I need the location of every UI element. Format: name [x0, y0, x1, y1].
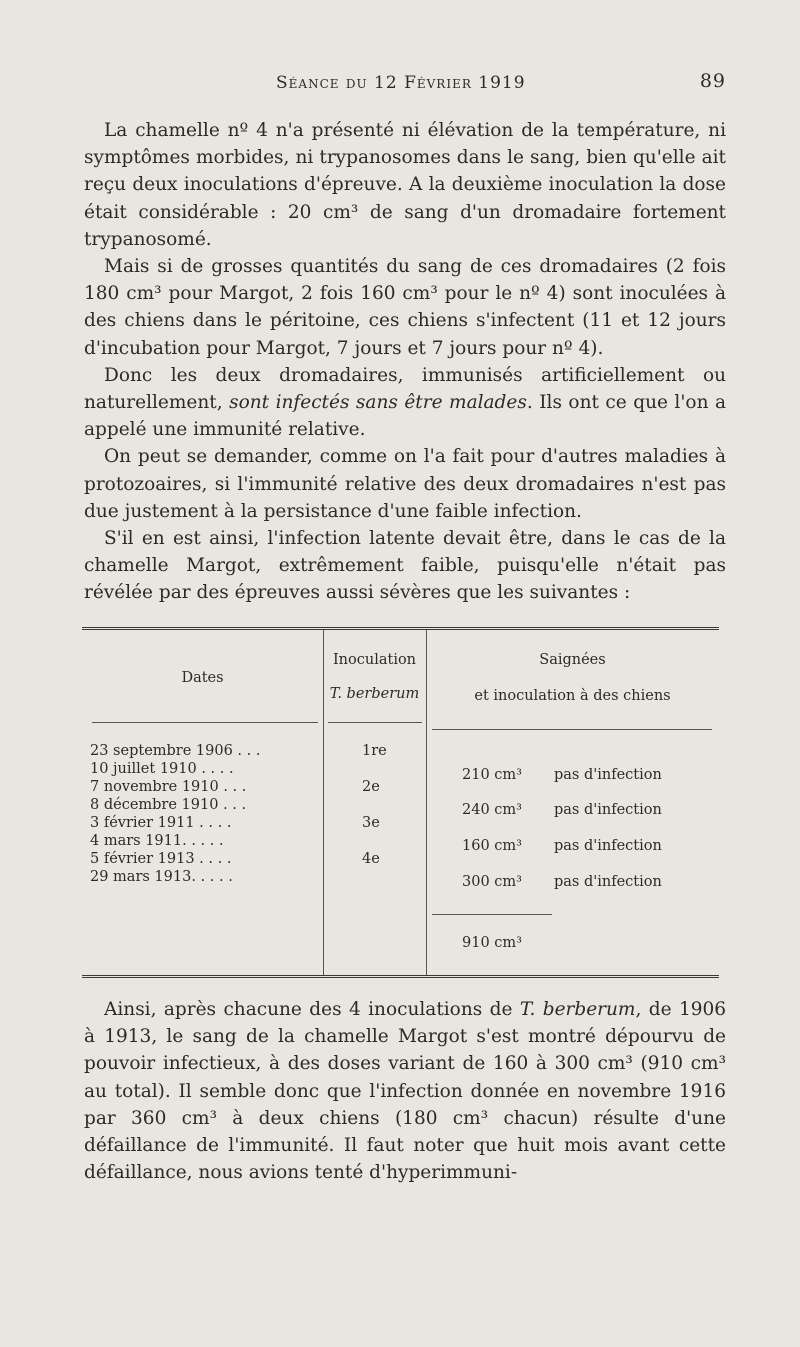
- table-date-cell: 5 février 1913 . . . .: [90, 851, 232, 867]
- table-date-cell: 3 février 1911 . . . .: [90, 815, 232, 831]
- table-volume-cell: 210 cm³: [462, 767, 522, 783]
- table-date-cell: 23 septembre 1906 . . .: [90, 743, 261, 759]
- paragraph-3-emphasis: sont infectés sans être malades: [229, 392, 527, 414]
- table-header-rule: [92, 722, 318, 723]
- paragraph-1: La chamelle nº 4 n'a présenté ni élévation de la température, ni symptômes morbides, ni trypanosomes dans le sang, bien qu'elle ait reçu deux inoculations d'épreuve. A la deuxième inoculation la dose était considérable : 20 cm³ de sang d'un dromadaire fortement trypanosomé.: [84, 120, 726, 250]
- table-volume-cell: 240 cm³: [462, 802, 522, 818]
- table-column-divider: [426, 630, 427, 975]
- table-header-rule: [432, 729, 712, 730]
- table-result-cell: pas d'infection: [554, 874, 662, 890]
- table-result-cell: pas d'infection: [554, 767, 662, 783]
- table-header-inoculation-dogs: et inoculation à des chiens: [474, 688, 671, 704]
- paragraph-2: Mais si de grosses quantités du sang de ces dromadaires (2 fois 180 cm³ pour Margot, 2 fois 160 cm³ pour le nº 4) sont inoculées à des chiens dans le péritoine, ces chiens s'infectent (11 et 12 jours d'incubation pour Margot, 7 jours et 7 jours pour nº 4).: [84, 256, 726, 359]
- table-total-rule: [432, 914, 552, 915]
- paragraph-6-part-b: , de 1906 à 1913, le sang de la chamelle Margot s'est montré dépourvu de pouvoir infectieux, à des doses variant de 160 à 300 cm³ (910 cm³ au total). Il semble donc que l'infection donnée en novembre 1916 par 360 cm³ à deux chiens (180 cm³ chacun) résulte d'une défaillance de l'immunité. Il faut noter que huit mois avant cette défaillance, nous avions tenté d'hyperimmuni-: [84, 999, 727, 1184]
- table-result-cell: pas d'infection: [554, 838, 662, 854]
- table-inoculation-cell: 1re: [362, 743, 387, 759]
- table-date-cell: 7 novembre 1910 . . .: [90, 779, 247, 795]
- table-header-dates: Dates: [181, 670, 224, 686]
- page-number: 89: [699, 70, 726, 92]
- paragraph-3-part-a: Donc les deux dromadaires, immunisés artificiellement ou naturellement,: [84, 364, 726, 414]
- table-column-divider: [323, 630, 324, 975]
- table-header-species: T. berberum: [329, 686, 420, 702]
- paragraph-6-part-a: Ainsi, après chacune des 4 inoculations de: [104, 999, 520, 1020]
- table-date-cell: 29 mars 1913. . . . .: [90, 869, 233, 885]
- paragraph-5: S'il en est ainsi, l'infection latente devait être, dans le cas de la chamelle Margot, extrêmement faible, puisqu'elle n'était pas révélée par des épreuves aussi sévères que les suivantes :: [84, 528, 726, 604]
- paragraph-3-part-b: . Ils ont ce que l'on a appelé une immunité relative.: [84, 392, 727, 441]
- table-header-saignees: Saignées: [539, 652, 606, 668]
- paragraph-4: On peut se demander, comme on l'a fait pour d'autres maladies à protozoaires, si l'immunité relative des deux dromadaires n'est pas due justement à la persistance d'une faible infection.: [84, 446, 726, 522]
- paragraph-6: [84, 996, 726, 1186]
- upper-text-block: [84, 117, 726, 607]
- table-inoculation-cell: 4e: [362, 851, 380, 867]
- lower-text-block: [84, 996, 726, 1186]
- paragraph-3: [84, 362, 726, 444]
- table-header-rule: [328, 722, 422, 723]
- paragraph-6-emphasis: T. berberum: [519, 999, 636, 1020]
- table-volume-cell: 300 cm³: [462, 874, 522, 890]
- running-title: Séance du 12 Février 1919: [276, 73, 526, 93]
- table-inoculation-cell: 2e: [362, 779, 380, 795]
- table-result-cell: pas d'infection: [554, 802, 662, 818]
- inoculation-table: [82, 627, 719, 978]
- table-date-cell: 10 juillet 1910 . . . .: [90, 761, 234, 777]
- table-header-inoculation: Inoculation: [332, 652, 417, 668]
- table-volume-cell: 160 cm³: [462, 838, 522, 854]
- table-date-cell: 8 décembre 1910 . . .: [90, 797, 247, 813]
- running-header: [84, 70, 726, 100]
- table-inoculation-cell: 3e: [362, 815, 380, 831]
- table-date-cell: 4 mars 1911. . . . .: [90, 833, 224, 849]
- table-total-cell: 910 cm³: [462, 935, 522, 951]
